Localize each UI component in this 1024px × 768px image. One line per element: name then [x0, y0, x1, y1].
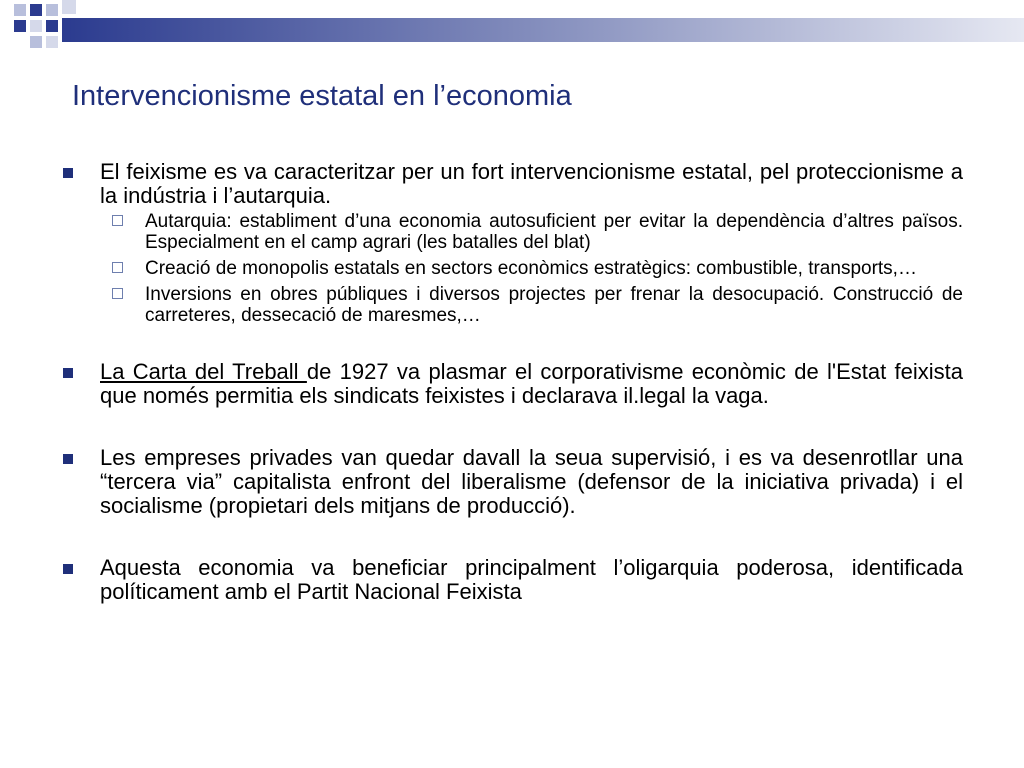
decorative-header-squares [0, 0, 1024, 60]
deco-square [62, 0, 76, 14]
sub-bullet-box-icon [112, 215, 123, 226]
sub-bullet-item [145, 284, 963, 326]
sub-bullet-item [145, 258, 963, 279]
sub-bullet-text: Autarquia: establiment d’una economia autosuficient per evitar la dependència d’altres països. Especialment en el camp agrari (les batalles del blat) [145, 211, 963, 253]
sub-bullet-text: Inversions en obres públiques i diversos projectes per frenar la desocupació. Construcció de carreteres, dessecació de maresmes,… [145, 284, 963, 326]
bullet-square-icon [63, 564, 73, 574]
deco-square [30, 36, 42, 48]
sub-bullet-text: Creació de monopolis estatals en sectors econòmics estratègics: combustible, transports,… [145, 258, 917, 279]
bullet-item [100, 360, 963, 408]
bullet-text: Aquesta economia va beneficiar principalment l’oligarquia poderosa, identificada políticament amb el Partit Nacional Feixista [100, 555, 963, 604]
deco-square [30, 20, 42, 32]
bullet-item [100, 556, 963, 604]
deco-square [46, 36, 58, 48]
deco-square [14, 20, 26, 32]
bullet-item [100, 160, 963, 208]
bullet-item [100, 446, 963, 518]
bullet-square-icon [63, 168, 73, 178]
bullet-text: Les empreses privades van quedar davall la seua supervisió, i es va desenrotllar una “tercera via” capitalista enfront del liberalisme (defensor de la iniciativa privada) i el socialisme (propietari dels mitjans de producció). [100, 445, 963, 518]
deco-square [46, 4, 58, 16]
deco-square [46, 20, 58, 32]
header-gradient-bar [62, 18, 1024, 42]
bullet-text: El feixisme es va caracteritzar per un fort intervencionisme estatal, pel proteccionisme a la indústria i l’autarquia. [100, 159, 963, 208]
sub-bullet-box-icon [112, 262, 123, 273]
bullet-square-icon [63, 454, 73, 464]
bullet-square-icon [63, 368, 73, 378]
sub-bullet-item [145, 211, 963, 253]
slide-title: Intervencionisme estatal en l’economia [72, 80, 572, 112]
slide-content [0, 160, 1024, 604]
carta-del-treball-link[interactable]: La Carta del Treball [100, 359, 307, 384]
bullet-text: de 1927 va plasmar el corporativisme econòmic de l'Estat feixista que només permitia els sindicats feixistes i declarava il.legal la vaga. [100, 359, 964, 408]
deco-square [14, 4, 26, 16]
deco-square [30, 4, 42, 16]
sub-bullet-box-icon [112, 288, 123, 299]
